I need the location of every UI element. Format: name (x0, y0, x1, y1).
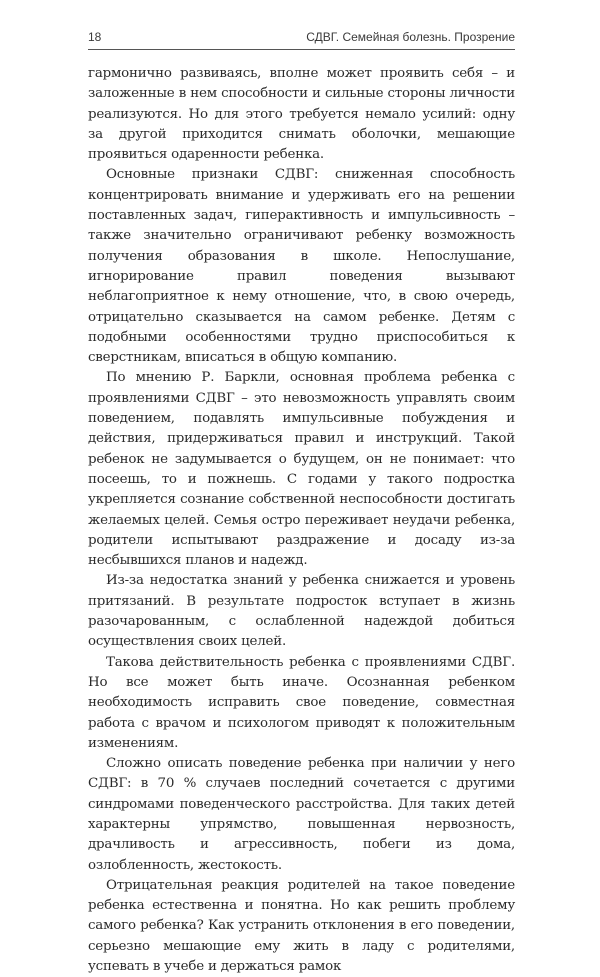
paragraph-continuation: гармонично развиваясь, вполне может проявить себя – и заложенные в нем способности и сильные стороны личности реализуются. Но для этого требуется немало усилий: одну за другой приходится снимать оболочки, мешающие проявиться одаренности ребенка. (88, 66, 515, 163)
paragraph: Такова действительность ребенка с проявлениями СДВГ. Но все может быть иначе. Осознанная ребенком необходимость исправить свое поведение, совместная работа с врачом и психологом приводят к положительным изменениям. (88, 654, 515, 751)
paragraph: Отрицательная реакция родителей на такое поведение ребенка естественна и понятна. Но как решить проблему самого ребенка? Как устранить отклонения в его поведении, серьезно мешающие ему жить в ладу с родителями, успевать в учебе и держаться рамок (88, 877, 515, 975)
body-text (88, 64, 515, 977)
running-title: СДВГ. Семейная болезнь. Прозрение (306, 30, 515, 44)
header-rule (88, 49, 515, 50)
running-head (88, 30, 515, 48)
page-number: 18 (88, 30, 102, 44)
paragraph: Основные признаки СДВГ: сниженная способность концентрировать внимание и удерживать его на решении поставленных задач, гиперактивность и импульсивность – также значительно ограничивают ребенку возможность получения образования в школе. Непослушание, игнорирование правил поведения вызывают неблагоприятное к нему отношение, что, в свою очередь, отрицательно сказывается на самом ребенке. Детям с подобными особенностями трудно приспособиться к сверстникам, вписаться в общую компанию. (88, 167, 515, 366)
paragraph: Сложно описать поведение ребенка при наличии у него СДВГ: в 70 % случаев последний сочетается с другими синдромами поведенческого расстройства. Для таких детей характерны упрямство, повышенная нервозность, драчливость и агрессивность, побеги из дома, озлобленность, жестокость. (88, 756, 515, 873)
paragraph: По мнению Р. Баркли, основная проблема ребенка с проявлениями СДВГ – это невозможность управлять своим поведением, подавлять импульсивные побуждения и действия, придерживаться правил и инструкций. Такой ребенок не задумывается о будущем, он не понимает: что посеешь, то и пожнешь. С годами у такого подростка укрепляется сознание собственной неспособности достигать желаемых целей. Семья остро переживает неудачи ребенка, родители испытывают раздражение и досаду из-за несбывшихся планов и надежд. (88, 370, 515, 569)
paragraph: Из-за недостатка знаний у ребенка снижается и уровень притязаний. В результате подросток вступает в жизнь разочарованным, с ослабленной надеждой добиться осуществления своих целей. (88, 573, 515, 650)
